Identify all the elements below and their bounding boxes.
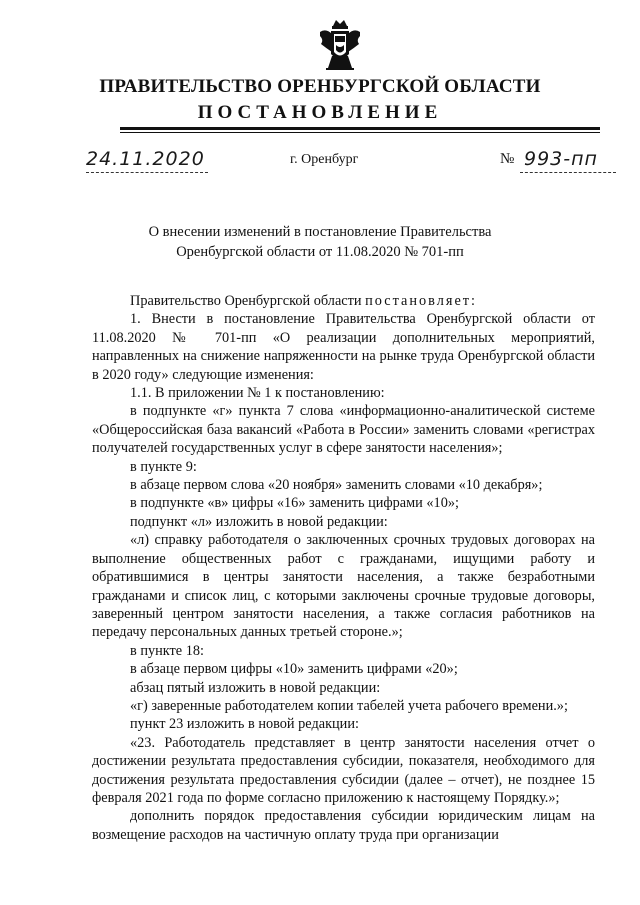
body-paragraph: 1. Внести в постановление Правительства Оренбургской области от 11.08.2020 № 701-пп «О реализации дополнительных мероприятий, направленных на снижение напряженности на рынке труда Оренбургской области в 2020 году» следующие изменения: — [92, 311, 595, 383]
intro-text: Правительство Оренбургской области — [130, 293, 366, 309]
intro-paragraph — [92, 292, 595, 310]
document-number: 993-пп — [524, 148, 598, 170]
header-rule-thick — [120, 127, 600, 130]
body-paragraph: подпункт «л» изложить в новой редакции: — [130, 513, 388, 530]
document-city: г. Оренбург — [290, 152, 359, 167]
body-paragraph: в пункте 18: — [130, 642, 204, 659]
date-underline — [86, 172, 208, 173]
body-paragraph: в абзаце первом цифры «10» заменить цифрами «20»; — [130, 661, 458, 678]
document-body — [92, 292, 595, 844]
document-date: 24.11.2020 — [86, 148, 205, 170]
body-paragraph: в абзаце первом слова «20 ноября» заменить словами «10 декабря»; — [130, 477, 543, 494]
body-paragraph: «г) заверенные работодателем копии табелей учета рабочего времени.»; — [130, 697, 568, 714]
number-sign: № — [500, 151, 515, 167]
body-paragraph: в подпункте «в» цифры «16» заменить цифрами «10»; — [130, 495, 459, 512]
body-paragraph: в пункте 9: — [130, 458, 197, 475]
document-type: ПОСТАНОВЛЕНИЕ — [197, 102, 443, 123]
body-paragraph: пункт 23 изложить в новой редакции: — [130, 716, 359, 733]
subject-line: О внесении изменений в постановление Правительства — [148, 224, 492, 240]
document-subject — [0, 222, 640, 262]
body-paragraph: абзац пятый изложить в новой редакции: — [130, 679, 381, 696]
body-paragraph: «л) справку работодателя о заключенных срочных трудовых договорах на выполнение общественных работ с гражданами, ищущими работу и обратившимися в центры занятости населения, а также безработными гражданами и список лиц, с которыми заключены срочные трудовые договоры, заверенный центром занятости населения, а также согласия работников на передачу персональных данных третьей стороне.»; — [92, 532, 595, 641]
number-underline — [520, 172, 616, 173]
header-rule-thin — [120, 132, 600, 133]
organization-title: ПРАВИТЕЛЬСТВО ОРЕНБУРГСКОЙ ОБЛАСТИ — [99, 76, 541, 97]
coat-of-arms-icon — [318, 18, 362, 72]
intro-verb: постановляет: — [365, 293, 478, 309]
body-paragraph: в подпункте «г» пункта 7 слова «информационно-аналитической системе «Общероссийская база вакансий «Работа в России» заменить словами «регистрах получателей государственных услуг в сфере занятости населения»; — [92, 403, 595, 457]
body-paragraph: «23. Работодатель представляет в центр занятости населения отчет о достижении результата предоставления субсидии, показателя, необходимого для достижения результата предоставления субсидии (далее – отчет), не позднее 15 февраля 2021 года по форме согласно приложению к настоящему Порядку.»; — [92, 734, 595, 806]
body-paragraph: дополнить порядок предоставления субсидии юридическим лицам на возмещение расходов на частичную оплату труда при организации — [92, 808, 595, 843]
subject-line: Оренбургской области от 11.08.2020 № 701-пп — [176, 244, 464, 260]
body-paragraph: 1.1. В приложении № 1 к постановлению: — [130, 385, 385, 402]
